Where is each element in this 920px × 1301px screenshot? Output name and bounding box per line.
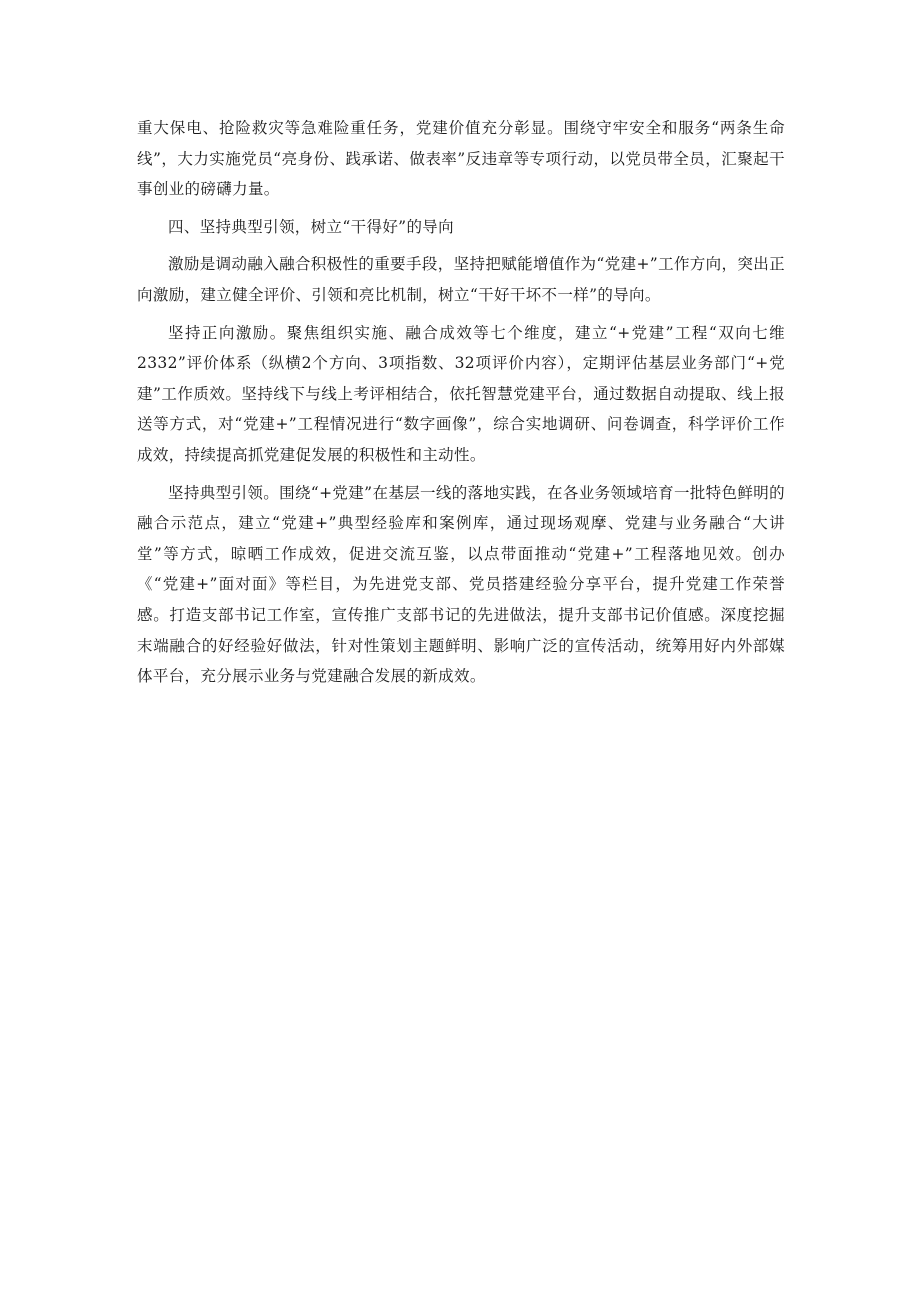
paragraph-incentive-intro: 激励是调动融入融合积极性的重要手段，坚持把赋能增值作为“党建+”工作方向，突出正向激励，建立健全评价、引领和亮比机制，树立“干好干坏不一样”的导向。	[137, 255, 785, 304]
paragraph-positive-incentive: 坚持正向激励。聚焦组织实施、融合成效等七个维度，建立“+党建”工程“双向七维2332”评价体系（纵横2个方向、3项指数、32项评价内容），定期评估基层业务部门“+党建”工作质效。坚持线下与线上考评相结合，依托智慧党建平台，通过数据自动提取、线上报送等方式，对“党建+”工程情况进行“数字画像”，综合实地调研、问卷调查，科学评价工作成效，持续提高抓党建促发展的积极性和主动性。	[137, 323, 785, 464]
section-heading-four: 四、坚持典型引领，树立“干得好”的导向	[168, 217, 454, 236]
document-body	[137, 113, 785, 699]
paragraph-typical-guidance: 坚持典型引领。围绕“+党建”在基层一线的落地实践，在各业务领域培育一批特色鲜明的融合示范点，建立“党建+”典型经验库和案例库，通过现场观摩、党建与业务融合“大讲堂”等方式，晾晒工作成效，促进交流互鉴，以点带面推动“党建+”工程落地见效。创办《“党建+”面对面》等栏目，为先进党支部、党员搭建经验分享平台，提升党建工作荣誉感。打造支部书记工作室，宣传推广支部书记的先进做法，提升支部书记价值感。深度挖掘末端融合的好经验好做法，针对性策划主题鲜明、影响广泛的宣传活动，统筹用好内外部媒体平台，充分展示业务与党建融合发展的新成效。	[137, 483, 785, 686]
paragraph-continuation: 重大保电、抢险救灾等急难险重任务，党建价值充分彰显。围绕守牢安全和服务“两条生命线”，大力实施党员“亮身份、践承诺、做表率”反违章等专项行动，以党员带全员，汇聚起干事创业的磅礴力量。	[137, 119, 785, 199]
